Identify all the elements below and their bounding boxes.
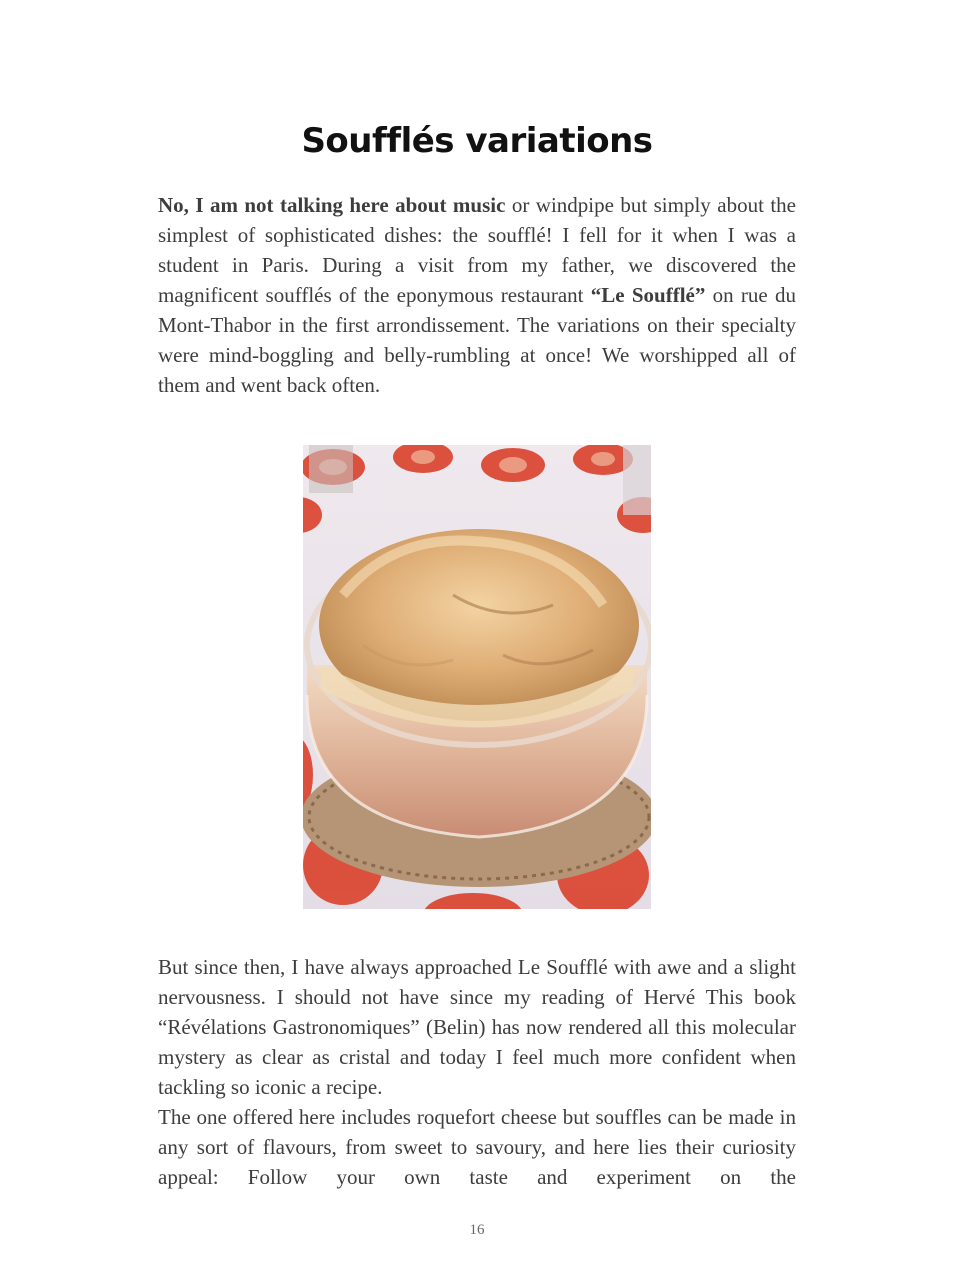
body-paragraph-2: But since then, I have always approached Le Soufflé with awe and a slight nervousness. I should not have since my reading of Hervé This book “Révélations Gastronomiques” (Belin) has now rendered all this molecular mystery as clear as cristal and today I feel much more confident when tackling so iconic a recipe. [158,955,796,1099]
page-title: Soufflés variations [301,121,653,161]
intro-paragraph [158,190,796,400]
intro-text-b: on rue du Mont-Thabor in the first arrondissement. The variations on their specialty were mind-boggling and belly-rumbling at once! We worshipped all of them and went back often. [158,283,797,397]
intro-text-a: or windpipe but simply about the simplest of sophisticated dishes: the soufflé! I fell for it when I was a student in Paris. During a visit from my father, we discovered the magnificent soufflés of the eponymous restaurant [158,193,796,307]
body-paragraph-3: The one offered here includes roquefort cheese but souffles can be made in any sort of flavours, from sweet to savoury, and here lies their curiosity appeal: Follow your own taste and experiment on the [158,1105,796,1189]
page-number: 16 [469,1222,485,1238]
restaurant-name-bold: “Le Soufflé” [590,283,706,307]
souffle-photo-illustration [303,445,651,909]
intro-lead-bold: No, I am not talking here about music [158,193,506,217]
souffle-photo [303,445,651,909]
